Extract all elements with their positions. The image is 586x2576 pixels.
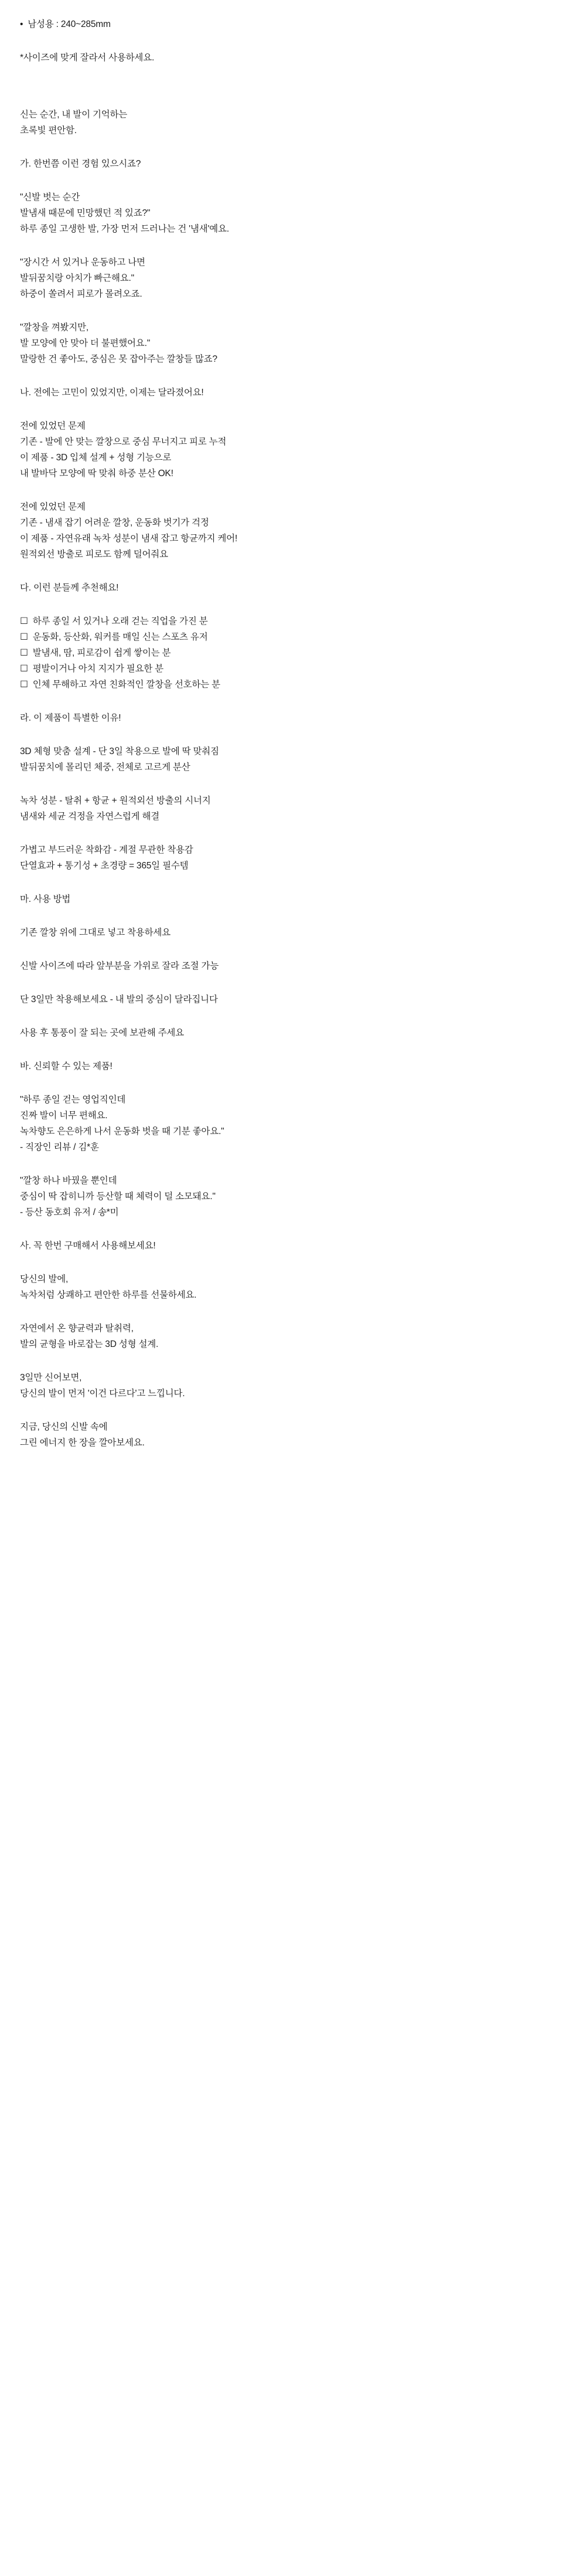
content-root — [20, 16, 566, 1451]
text-line: 가. 한번쯤 이런 경험 있으시죠? — [20, 159, 141, 169]
text-line: 발의 균형을 바로잡는 3D 성형 설계. — [20, 1339, 159, 1349]
text-block-section-ga — [20, 156, 566, 172]
text-line: "하루 종일 걷는 영업직인데 — [20, 1095, 126, 1105]
checkbox-icon: ☐ — [20, 632, 28, 642]
checkbox-icon: ☐ — [20, 648, 28, 658]
checklist-item-label: 운동화, 등산화, 워커를 매일 신는 스포츠 유저 — [32, 632, 208, 642]
checklist-item-label: 인체 무해하고 자연 친화적인 깔창을 선호하는 분 — [32, 680, 220, 690]
text-block-intro-note — [20, 50, 566, 66]
checklist-item[interactable] — [20, 677, 566, 693]
text-line: 신발 사이즈에 따라 앞부분을 가위로 잘라 조절 가능 — [20, 961, 219, 971]
text-block-usage-3 — [20, 992, 566, 1007]
text-block-quote-insole — [20, 320, 566, 367]
text-line: - 직장인 리뷰 / 김*훈 — [20, 1142, 99, 1152]
text-block-review-2 — [20, 1173, 566, 1220]
text-block-section-na — [20, 385, 566, 401]
text-block-compare-2 — [20, 499, 566, 562]
text-line: 진짜 발이 너무 편해요. — [20, 1111, 108, 1121]
text-line: - 등산 동호회 유저 / 송*미 — [20, 1207, 119, 1217]
text-line: 하루 종일 고생한 발, 가장 먼저 드러나는 건 '냄새'예요. — [20, 224, 229, 234]
text-block-usage-1 — [20, 925, 566, 941]
text-block-section-ma — [20, 891, 566, 907]
text-line: 발냄새 때문에 민망했던 적 있죠?" — [20, 208, 151, 218]
text-line: 발뒤꿈치랑 아치가 빠근해요." — [20, 273, 134, 283]
text-line: 녹차향도 은은하게 나서 운동화 벗을 때 기분 좋아요." — [20, 1126, 224, 1136]
text-line: "신발 벗는 순간 — [20, 192, 80, 202]
text-line: 하중이 쏠려서 피로가 몰려오죠. — [20, 289, 142, 299]
text-line: 냄새와 세균 걱정을 자연스럽게 해결 — [20, 812, 160, 822]
text-line: 3일만 신어보면, — [20, 1373, 82, 1383]
text-block-section-ba — [20, 1058, 566, 1074]
text-line: 이 제품 - 3D 입체 설계 + 성형 기능으로 — [20, 453, 172, 463]
text-line: 신는 순간, 내 발이 기억하는 — [20, 110, 128, 120]
text-block-feature-2 — [20, 793, 566, 824]
text-line: 단열효과 + 통기성 + 초경량 = 365일 필수템 — [20, 861, 189, 871]
text-block-closing-4 — [20, 1419, 566, 1451]
text-block-quote-fatigue — [20, 254, 566, 302]
text-line: 가볍고 부드러운 착화감 - 계절 무관한 착용감 — [20, 845, 193, 855]
section-spacer — [20, 83, 566, 107]
text-line: "장시간 서 있거나 운동하고 나면 — [20, 257, 145, 267]
text-line: 초록빛 편안함. — [20, 125, 77, 135]
text-line: 발뒤꿈치에 몰리던 체중, 전체로 고르게 분산 — [20, 762, 190, 772]
text-block-quote-smell — [20, 189, 566, 237]
text-block-feature-1 — [20, 744, 566, 775]
text-block-closing-2 — [20, 1321, 566, 1352]
text-line: 나. 전에는 고민이 있었지만, 이제는 달라졌어요! — [20, 388, 204, 398]
text-line: 바. 신뢰할 수 있는 제품! — [20, 1061, 113, 1071]
text-line: 기존 깔창 위에 그대로 넣고 착용하세요 — [20, 928, 171, 938]
text-block-closing-1 — [20, 1271, 566, 1303]
text-line: 마. 사용 방법 — [20, 894, 71, 904]
bullet-item — [20, 16, 566, 32]
text-line: 지금, 당신의 신발 속에 — [20, 1422, 108, 1432]
text-line: 내 발바닥 모양에 딱 맞춰 하중 분산 OK! — [20, 469, 173, 478]
checklist-item[interactable] — [20, 661, 566, 677]
text-line: *사이즈에 맞게 잘라서 사용하세요. — [20, 53, 155, 63]
text-line: 3D 체형 맞춤 설계 - 단 3일 착용으로 발에 딱 맞춰짐 — [20, 746, 219, 756]
text-line: 기존 - 냄새 잡기 어려운 깔창, 운동화 벗기가 걱정 — [20, 518, 209, 528]
text-line: 녹차 성분 - 탈취 + 항균 + 원적외선 방출의 시너지 — [20, 796, 211, 806]
text-line: 중심이 딱 잡히니까 등산할 때 체력이 덜 소모돼요." — [20, 1192, 216, 1202]
text-line: 사용 후 통풍이 잘 되는 곳에 보관해 주세요 — [20, 1028, 184, 1038]
text-block-compare-1 — [20, 418, 566, 481]
text-line: 녹차처럼 상쾌하고 편안한 하루를 선물하세요. — [20, 1290, 197, 1300]
text-line: 원적외선 방출로 피로도 함께 덜어줘요 — [20, 549, 168, 559]
text-block-headline — [20, 107, 566, 138]
text-block-review-1 — [20, 1092, 566, 1155]
text-block-section-da — [20, 580, 566, 596]
text-line: 당신의 발이 먼저 '이건 다르다'고 느낍니다. — [20, 1389, 185, 1399]
checklist-item[interactable] — [20, 613, 566, 629]
text-line: 기존 - 발에 안 맞는 깔창으로 중심 무너지고 피로 누적 — [20, 437, 227, 447]
text-line: 자연에서 온 향균력과 탈취력, — [20, 1323, 134, 1333]
text-line: 라. 이 제품이 특별한 이유! — [20, 713, 121, 723]
text-line: 전에 있었던 문제 — [20, 502, 86, 512]
checkbox-icon: ☐ — [20, 664, 28, 674]
text-block-section-ra — [20, 710, 566, 726]
checkbox-icon: ☐ — [20, 680, 28, 690]
checkbox-icon: ☐ — [20, 616, 28, 626]
bullet-dot-icon: • — [20, 19, 23, 29]
text-block-closing-3 — [20, 1370, 566, 1401]
checklist-item-label: 평발이거나 아치 지지가 필요한 분 — [32, 664, 163, 674]
text-line: "깔창 하나 바꿨을 뿐인데 — [20, 1176, 117, 1186]
text-block-feature-3 — [20, 842, 566, 874]
text-line: 다. 이런 분들께 추천해요! — [20, 583, 119, 593]
text-block-usage-2 — [20, 958, 566, 974]
checklist-item-label: 발냄새, 땀, 피로감이 쉽게 쌓이는 분 — [32, 648, 171, 658]
text-block-checklist — [20, 613, 566, 693]
text-line: 그린 에너지 한 장을 깔아보세요. — [20, 1438, 145, 1448]
text-line: 사. 꼭 한번 구매해서 사용해보세요! — [20, 1241, 156, 1251]
text-line: 당신의 발에, — [20, 1274, 69, 1284]
text-block-section-sa — [20, 1238, 566, 1254]
text-line: 이 제품 - 자연유래 녹차 성분이 냄새 잡고 항균까지 케어! — [20, 534, 238, 544]
text-line: "깔창을 껴봤지만, — [20, 323, 88, 332]
checklist-item[interactable] — [20, 645, 566, 661]
text-block-usage-4 — [20, 1025, 566, 1041]
checklist-item-label: 하루 종일 서 있거나 오래 걷는 직업을 가진 분 — [32, 616, 208, 626]
text-block-intro-spec — [20, 16, 566, 32]
text-line: 전에 있었던 문제 — [20, 421, 86, 431]
text-line: 발 모양에 안 맞아 더 불편했어요." — [20, 338, 150, 348]
text-line: 단 3일만 착용해보세요 - 내 발의 중심이 달라집니다 — [20, 995, 218, 1004]
text-line: 말랑한 건 좋아도, 중심은 못 잡아주는 깔창들 많죠? — [20, 354, 217, 364]
bullet-item-label: 남성용 : 240~285mm — [28, 19, 111, 29]
checklist-item[interactable] — [20, 629, 566, 645]
